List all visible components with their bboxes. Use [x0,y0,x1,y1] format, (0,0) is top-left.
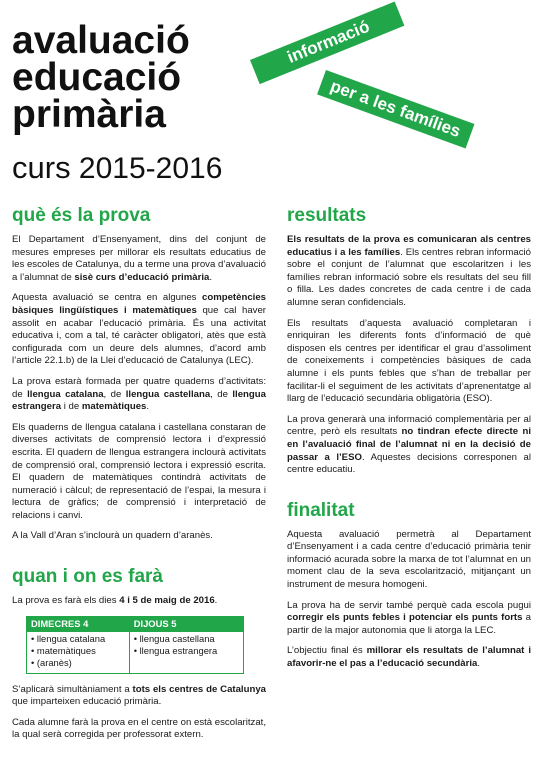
list-item: • llengua estrangera [133,644,218,656]
banner-families: per a les famílies [317,70,474,148]
text-bold: millorar els resultats de l’alumnat i afavorir-ne el pas a l’educació secundària [287,645,531,670]
section-title-que: què és la prova [12,205,151,226]
text-bold: no tindran efecte directe ni en l’avaluació final de l’alumnat ni en la decisió de passar a l’ESO [287,426,531,463]
list-item: • llengua castellana [133,632,215,644]
paragraph [12,376,266,414]
section-title-quan: quan i on es farà [12,566,163,588]
text-bold: tots els centres de Catalunya [132,683,266,695]
text-bold: llengua catalana [27,388,104,400]
table-header: DIJOUS 5 [129,616,243,631]
paragraph [287,234,531,310]
text: i de [61,401,82,413]
title-line: educació [12,56,182,99]
list-item: • (aranès) [31,656,72,668]
text: que imparteixen educació primària. [12,696,162,708]
paragraph [12,234,266,284]
text: L’objectiu final és [287,645,367,657]
text: La prova ha de servir també perquè cada escola pugui [287,599,531,611]
text: , de [103,388,126,400]
section-title-resultats: resultats [287,205,367,226]
text-bold: Els resultats de la prova es comunicaran als centres educatius i a les famílies [287,234,531,258]
text: . [477,658,481,670]
text-bold: competències bàsiques lingüístiques i matemàtiques [12,292,266,316]
text: La prova estarà formada per quatre quaderns d’activitats: de [12,375,266,400]
title-line: primària [12,93,166,136]
text: Aquesta avaluació se centra en algunes [12,292,202,304]
text-bold: sisè curs d’educació primària [74,271,210,283]
list-item: • matemàtiques [31,644,96,656]
text-bold: corregir els punts febles i potenciar els punts forts [287,612,523,624]
text: . [209,271,212,283]
paragraph: Aquesta avaluació permetrà al Departament d’Ensenyament i a cada centre d’educació primària tenir informació acurada sobre la marxa de tot l’alumnat en un moment clau de la seva escolarització, mitjançant un instrument de mesura homogeni. [287,528,531,591]
text: La prova generarà una informació complementària per al centre, però els resultats [287,413,531,438]
year-prefix: curs [12,150,71,185]
title-line: avaluació [12,19,190,62]
school-year [12,150,222,186]
text-bold: matemàtiques [81,401,147,413]
text: . [146,401,150,413]
document-title [12,19,190,136]
right-column [287,204,531,679]
paragraph [287,600,531,638]
text: . [214,595,218,607]
paragraph [12,595,266,608]
banner-informacio: informació [250,2,404,85]
left-column [12,204,266,750]
text: La prova es farà els dies [12,595,120,607]
table-header: DIMECRES 4 [27,616,130,631]
text: , de [210,388,233,400]
section-title-finalitat: finalitat [287,499,355,521]
paragraph: A la Vall d’Aran s’inclourà un quadern d’aranès. [12,530,213,542]
text: El Departament d’Ensenyament, dins del conjunt de mesures empreses per millorar els resultats educatius de les escoles de Catalunya, du a terme una prova d’avaluació a l’alumnat de [12,234,266,283]
text: . Els centres rebran informació sobre el conjunt de l’alumnat que escolaritzen i les famílies rebran informació sobre els resultats del seu fill o filla. Les dades concretes de cada centre i de cada alumne seran confidencials. [287,246,531,308]
text: . Aquestes decisions corresponen al centre educatiu. [287,451,531,476]
paragraph: Els quaderns de llengua catalana i castellana constaran de diverses activitats de comprensió lectora i d’expressió escrita. El quadern de llengua estrangera inclourà activitats de comprensió oral, comprensió lectora i expressió escrita. El quadern de matemàtiques contindrà activitats de numeració i càlcul; de representació de l’espai, la mesura i lectura de gràfics; de comprensió i interpretació de relacions i canvi. [12,421,266,521]
table-cell [129,631,243,673]
paragraph [287,414,531,477]
text: S’aplicarà simultàniament a [12,683,133,695]
paragraph: Els resultats d’aquesta avaluació completaran i enriquiran les diferents fonts d’informació de què disposen els centres per identificar el grau d’assoliment de coneixements i competències bàsiques de cada alumne i els punts febles que s’han de treballar per facilitar-li el seguiment de les activitats d’aprenentatge al llarg de l’educació secundària obligatòria (ESO). [287,317,531,405]
text: que cal haver assolit en acabar l’educació primària. És una activitat educativa i, com a tal, té caràcter obligatori, atès que està configurada com un deure dels alumnes, d’acord amb l’article 22.1.b) de la Llei d’educació de Catalunya (LEC). [12,304,266,367]
table-cell [27,631,130,673]
text-bold: llengua castellana [125,388,211,400]
text-bold: llengua estrangera [12,388,266,413]
text: a partir de la major autonomia que li atorga la LEC. [287,612,531,636]
paragraph [287,645,531,670]
paragraph [12,684,266,709]
text-bold: 4 i 5 de maig de 2016 [119,595,215,607]
schedule-table [26,616,244,674]
paragraph: Cada alumne farà la prova en el centre on està escolaritzat, la qual serà corregida per professorat extern. [12,716,266,741]
paragraph [12,292,266,368]
list-item: • llengua catalana [31,632,106,644]
year-value: 2015-2016 [78,152,223,185]
